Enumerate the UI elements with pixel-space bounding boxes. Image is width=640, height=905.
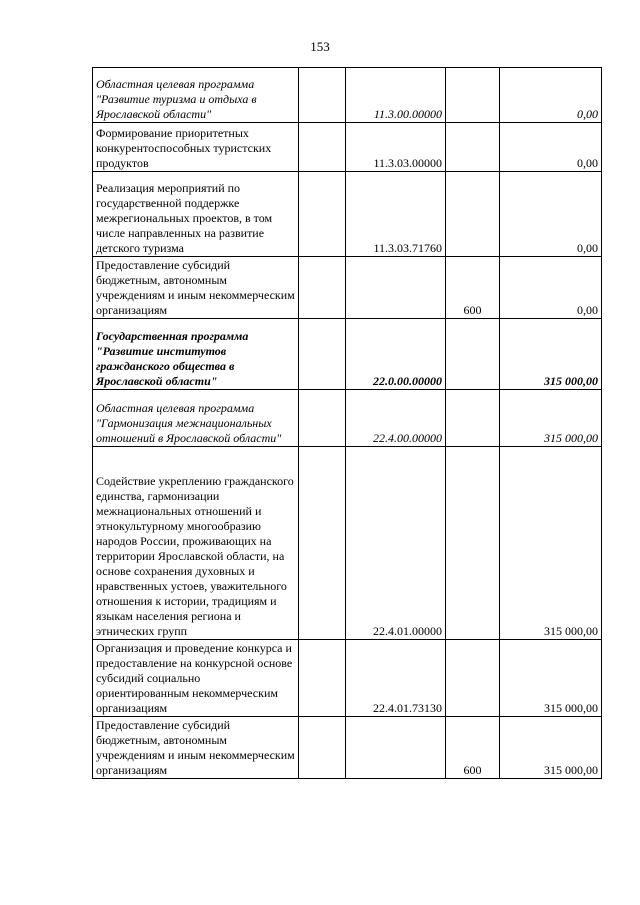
row-sum: 0,00 bbox=[500, 68, 602, 123]
row-name: Предоставление субсидий бюджетным, автономным учреждениям и иным некоммерческим организациям bbox=[93, 257, 299, 319]
row-code: 22.4.01.73130 bbox=[346, 640, 446, 717]
table-row bbox=[93, 640, 602, 717]
row-code: 22.0.00.00000 bbox=[346, 319, 446, 390]
row-name: Областная целевая программа "Развитие туризма и отдыха в Ярославской области" bbox=[93, 68, 299, 123]
table-row bbox=[93, 123, 602, 172]
row-type bbox=[446, 123, 500, 172]
row-blank-cell bbox=[299, 717, 346, 779]
row-type bbox=[446, 68, 500, 123]
row-blank-cell bbox=[299, 68, 346, 123]
budget-table bbox=[92, 67, 602, 779]
row-type bbox=[446, 640, 500, 717]
row-name: Организация и проведение конкурса и предоставление на конкурсной основе субсидий социально ориентированным некоммерческим организациям bbox=[93, 640, 299, 717]
row-name: Предоставление субсидий бюджетным, автономным учреждениям и иным некоммерческим организациям bbox=[93, 717, 299, 779]
row-blank-cell bbox=[299, 447, 346, 640]
table-row bbox=[93, 172, 602, 257]
row-sum: 315 000,00 bbox=[500, 447, 602, 640]
row-name: Формирование приоритетных конкурентоспособных туристских продуктов bbox=[93, 123, 299, 172]
row-blank-cell bbox=[299, 319, 346, 390]
table-row bbox=[93, 319, 602, 390]
table-row bbox=[93, 68, 602, 123]
row-blank-cell bbox=[299, 172, 346, 257]
row-sum: 0,00 bbox=[500, 172, 602, 257]
table-row bbox=[93, 257, 602, 319]
row-name: Реализация мероприятий по государственной поддержке межрегиональных проектов, в том числе направленных на развитие детского туризма bbox=[93, 172, 299, 257]
row-name: Областная целевая программа "Гармонизация межнациональных отношений в Ярославской области" bbox=[93, 390, 299, 447]
row-blank-cell bbox=[299, 390, 346, 447]
row-code bbox=[346, 257, 446, 319]
row-type: 600 bbox=[446, 717, 500, 779]
row-type bbox=[446, 319, 500, 390]
row-blank-cell bbox=[299, 640, 346, 717]
row-code: 11.3.03.71760 bbox=[346, 172, 446, 257]
table-row bbox=[93, 447, 602, 640]
row-blank-cell bbox=[299, 257, 346, 319]
row-blank-cell bbox=[299, 123, 346, 172]
row-sum: 0,00 bbox=[500, 257, 602, 319]
row-code: 22.4.01.00000 bbox=[346, 447, 446, 640]
row-code: 22.4.00.00000 bbox=[346, 390, 446, 447]
page-number: 153 bbox=[310, 39, 330, 54]
row-type bbox=[446, 172, 500, 257]
row-name: Содействие укреплению гражданского единства, гармонизации межнациональных отношений и этнокультурному многообразию народов России, проживающих на территории Ярославской области, на основе сохранения духовных и нравственных устоев, уважительного отношения к истории, традициям и языкам населения региона и этнических групп bbox=[93, 447, 299, 640]
row-code: 11.3.03.00000 bbox=[346, 123, 446, 172]
row-sum: 315 000,00 bbox=[500, 319, 602, 390]
row-code bbox=[346, 717, 446, 779]
table-row bbox=[93, 717, 602, 779]
row-type bbox=[446, 447, 500, 640]
row-type bbox=[446, 390, 500, 447]
row-sum: 315 000,00 bbox=[500, 717, 602, 779]
table-row bbox=[93, 390, 602, 447]
row-sum: 0,00 bbox=[500, 123, 602, 172]
row-code: 11.3.00.00000 bbox=[346, 68, 446, 123]
row-sum: 315 000,00 bbox=[500, 640, 602, 717]
row-sum: 315 000,00 bbox=[500, 390, 602, 447]
row-type: 600 bbox=[446, 257, 500, 319]
row-name: Государственная программа "Развитие институтов гражданского общества в Ярославской области" bbox=[93, 319, 299, 390]
